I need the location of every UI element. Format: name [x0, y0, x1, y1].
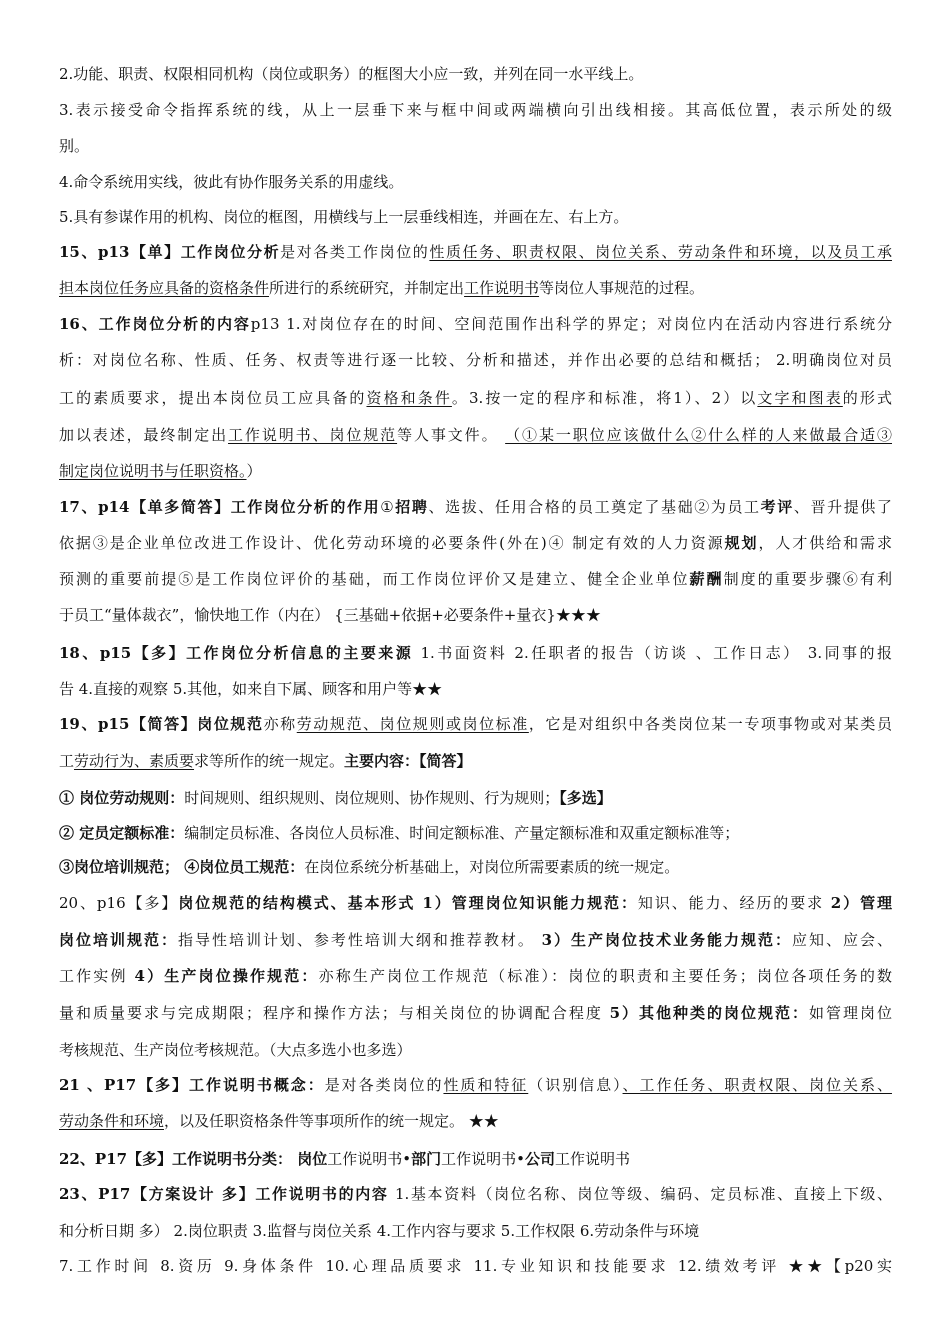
text: ，人才供给和需求 [758, 534, 892, 552]
item-21-line-1 [59, 1075, 892, 1097]
text: 1.书面资料 2.任职者的报告（访谈 、工作日志） 3.同事的报 [413, 644, 892, 662]
key-phrase: 担本岗位任务应具备的资格条件 [59, 279, 270, 297]
text: 求等所作的统一规定。 [194, 752, 345, 770]
text: 预测的重要前提⑤是工作岗位评价的基础，而工作岗位评价又是建立、健全企业单位 [59, 570, 690, 588]
item-23-line-3 [59, 1256, 892, 1278]
item-21-line-2 [59, 1111, 892, 1133]
item-19-rule-1 [59, 788, 892, 810]
label: 3）生产岗位技术业务能力规范： [541, 931, 792, 949]
key-phrase: 性质和特征 [443, 1076, 529, 1094]
label: ① 岗位劳动规则： [59, 789, 185, 807]
keyword: 薪酬 [689, 570, 724, 588]
term: 工作岗位分析 [180, 243, 281, 261]
text: 告 4.直接的观察 5.其他，如来自下属、顾客和用户等★★ [59, 680, 443, 698]
label: ② 定员定额标准： [59, 824, 185, 842]
text: ① [380, 498, 396, 516]
text: 工的素质要求，提出本岗位员工应具备的 [59, 389, 367, 407]
text: 的形式 [842, 389, 892, 407]
key-phrase: （①某一职位应该做什么②什么样的人来做最合适③ [505, 426, 892, 444]
heading: 岗位规范的结构模式、基本形式 1）管理岗位知识能力规范： [178, 894, 638, 912]
item-16-line-4 [59, 425, 892, 447]
item-20-line-1 [59, 893, 892, 915]
text: 3.表示接受命令指挥系统的线，从上一层垂下来与框中间或两端横向引出线相接。其高低位置，表示所处的级 [59, 101, 892, 119]
heading: 22、P17【多】工作说明书分类： [59, 1150, 298, 1168]
key-phrase: 工作说明书、岗位规范 [228, 426, 398, 444]
key-phrase: 文字和图表 [757, 389, 843, 407]
text: 4.命令系统用实线，彼此有协作服务关系的用虚线。 [59, 173, 404, 191]
key-phrase: 劳动条件和环境 [59, 1112, 165, 1130]
text: 。3.按一定的程序和标准，将1）、2）以 [451, 389, 758, 407]
label: ③岗位培训规范； ④岗位员工规范： [59, 858, 305, 876]
text-line [59, 136, 892, 158]
item-22-line-1 [59, 1149, 892, 1171]
text: 亦称生产岗位工作规范（标准）：岗位的职责和主要任务；岗位各项任务的数 [318, 967, 892, 985]
item-19-rule-2 [59, 823, 892, 845]
text: 知识、能力、经历的要求 [637, 894, 831, 912]
text-line [59, 172, 892, 194]
label: 2）管理 [830, 894, 892, 912]
text: 加以表述，最终制定出 [59, 426, 229, 444]
item-16-line-2 [59, 350, 892, 372]
heading: 17、p14【单多简答】工作岗位分析的作用 [59, 498, 381, 516]
text: 量和质量要求与完成期限；程序和操作方法；与相关岗位的协调配合程度 [59, 1004, 610, 1022]
item-23-line-2 [59, 1221, 892, 1243]
label: 5）其他种类的岗位规范： [609, 1004, 809, 1022]
item-16-line-5 [59, 461, 892, 483]
text: 5.具有参谋作用的机构、岗位的框图，用横线与上一层垂线相连，并画在左、右上方。 [59, 208, 629, 226]
item-16-line-1 [59, 314, 892, 336]
key-phrase: 性质任务、职责权限、岗位关系、劳动条件和环境，以及员工承 [429, 243, 892, 261]
text: 于员工“量体裁衣”，愉快地工作（内在） {三基础+依据+必要条件+量衣}★★★ [59, 606, 601, 624]
label: 4）生产岗位操作规范： [134, 967, 319, 985]
keyword: 招聘 [395, 498, 429, 516]
label: 【多选】 [559, 789, 612, 807]
text: 依据③是企业单位改进工作设计、优化劳动环境的必要条件(外在)④ 制定有效的人力资源 [59, 534, 725, 552]
text: 、选拔、任用合格的员工奠定了基础②为员工 [428, 498, 761, 516]
item-17-line-4 [59, 605, 892, 627]
heading: 16、工作岗位分析的内容 [59, 315, 251, 333]
keyword: 考评 [760, 498, 794, 516]
text: 工 [59, 752, 75, 770]
key-phrase: 资格和条件 [366, 389, 452, 407]
text: 7.工作时间 8.资历 9.身体条件 10.心理品质要求 11.专业知识和技能要求 12.绩效考评 ★★【p20实 [59, 1257, 892, 1275]
keyword: 规划 [724, 534, 759, 552]
item-23-line-1 [59, 1184, 892, 1206]
item-19-rule-3 [59, 857, 892, 879]
text: 工作实例 [59, 967, 135, 985]
text: 别。 [59, 137, 90, 155]
subheading: 主要内容：【简答】 [344, 752, 472, 770]
key-phrase: 、工作任务、职责权限、岗位关系、 [622, 1076, 892, 1094]
text: 等人事文件。 [397, 426, 506, 444]
key-phrase: 劳动行为、素质要 [74, 752, 195, 770]
text: 是对各类岗位的 [324, 1076, 444, 1094]
text: 和分析日期 多） 2.岗位职责 3.监督与岗位关系 4.工作内容与要求 5.工作权限 6.劳动条件与环境 [59, 1222, 700, 1240]
text: 析：对岗位名称、性质、任务、权责等进行逐一比较、分析和描述，并作出必要的总结和概括； 2.明确岗位对员 [59, 351, 892, 369]
text: 在岗位系统分析基础上，对岗位所需要素质的统一规定。 [304, 858, 680, 876]
text: 是对各类工作岗位的 [280, 243, 430, 261]
text-line [59, 100, 892, 122]
text: 等岗位人事规范的过程。 [539, 279, 705, 297]
text: 编制定员标准、各岗位人员标准、时间定额标准、产量定额标准和双重定额标准等； [184, 824, 740, 842]
item-20-line-5 [59, 1040, 892, 1062]
item-16-line-3 [59, 388, 892, 410]
key-phrase: 劳动规范、岗位规则或岗位标准 [296, 715, 529, 733]
item-20-line-3 [59, 966, 892, 988]
heading: 19、p15【简答】岗位规范 [59, 715, 264, 733]
text: 考核规范、生产岗位考核规范。（大点多选小也多选） [59, 1041, 412, 1059]
text: 时间规则、组织规则、岗位规则、协作规则、行为规则； [184, 789, 560, 807]
text: ，以及任职资格条件等事项所作的统一规定。 ★★ [164, 1112, 499, 1130]
item-18-line-1 [59, 643, 892, 665]
keyword: 公司 [525, 1150, 556, 1168]
heading: 23、P17【方案设计 多】工作说明书的内容 [59, 1185, 389, 1203]
text: 2.功能、职责、权限相同机构（岗位或职务）的框图大小应一致，并列在同一水平线上。 [59, 65, 644, 83]
text: 如管理岗位 [809, 1004, 892, 1022]
item-20-line-2 [59, 930, 892, 952]
keyword: 部门 [411, 1150, 442, 1168]
text: 工作说明书 [555, 1150, 631, 1168]
key-phrase: 工作说明书 [464, 279, 540, 297]
text: 亦称 [263, 715, 297, 733]
text-line [59, 64, 892, 86]
item-number: 20、p16【多】 [59, 894, 179, 912]
text: 1.基本资料（岗位名称、岗位等级、编码、定员标准、直接上下级、 [388, 1185, 892, 1203]
text: （识别信息） [528, 1076, 623, 1094]
heading: 21 、P17【多】工作说明书概念： [59, 1076, 325, 1094]
text: 工作说明书• [441, 1150, 526, 1168]
item-17-line-2 [59, 533, 892, 555]
item-19-line-1 [59, 714, 892, 736]
item-15-line-1 [59, 242, 892, 264]
text: ） [246, 462, 262, 480]
item-20-line-4 [59, 1003, 892, 1025]
text: 、晋升提供了 [793, 498, 892, 516]
heading: 18、p15【多】工作岗位分析信息的主要来源 [59, 644, 414, 662]
item-15-line-2 [59, 278, 892, 300]
keyword: 岗位 [297, 1150, 328, 1168]
item-17-line-1 [59, 497, 892, 519]
key-phrase: 制定岗位说明书与任职资格。 [59, 462, 247, 480]
text-line [59, 207, 892, 229]
text: 制度的重要步骤⑥有利 [723, 570, 892, 588]
item-19-line-2 [59, 751, 892, 773]
label: 岗位培训规范： [59, 931, 178, 949]
item-number: 15、p13【单】 [59, 243, 181, 261]
text: 应知、应会、 [791, 931, 892, 949]
text: 工作说明书• [327, 1150, 412, 1168]
text: p13 1.对岗位存在的时间、空间范围作出科学的界定；对岗位内在活动内容进行系统分 [250, 315, 892, 333]
text: 所进行的系统研究，并制定出 [269, 279, 465, 297]
item-18-line-2 [59, 679, 892, 701]
text: 指导性培训计划、参考性培训大纲和推荐教材。 [177, 931, 542, 949]
text: ，它是对组织中各类岗位某一专项事物或对某类员 [528, 715, 892, 733]
item-17-line-3 [59, 569, 892, 591]
